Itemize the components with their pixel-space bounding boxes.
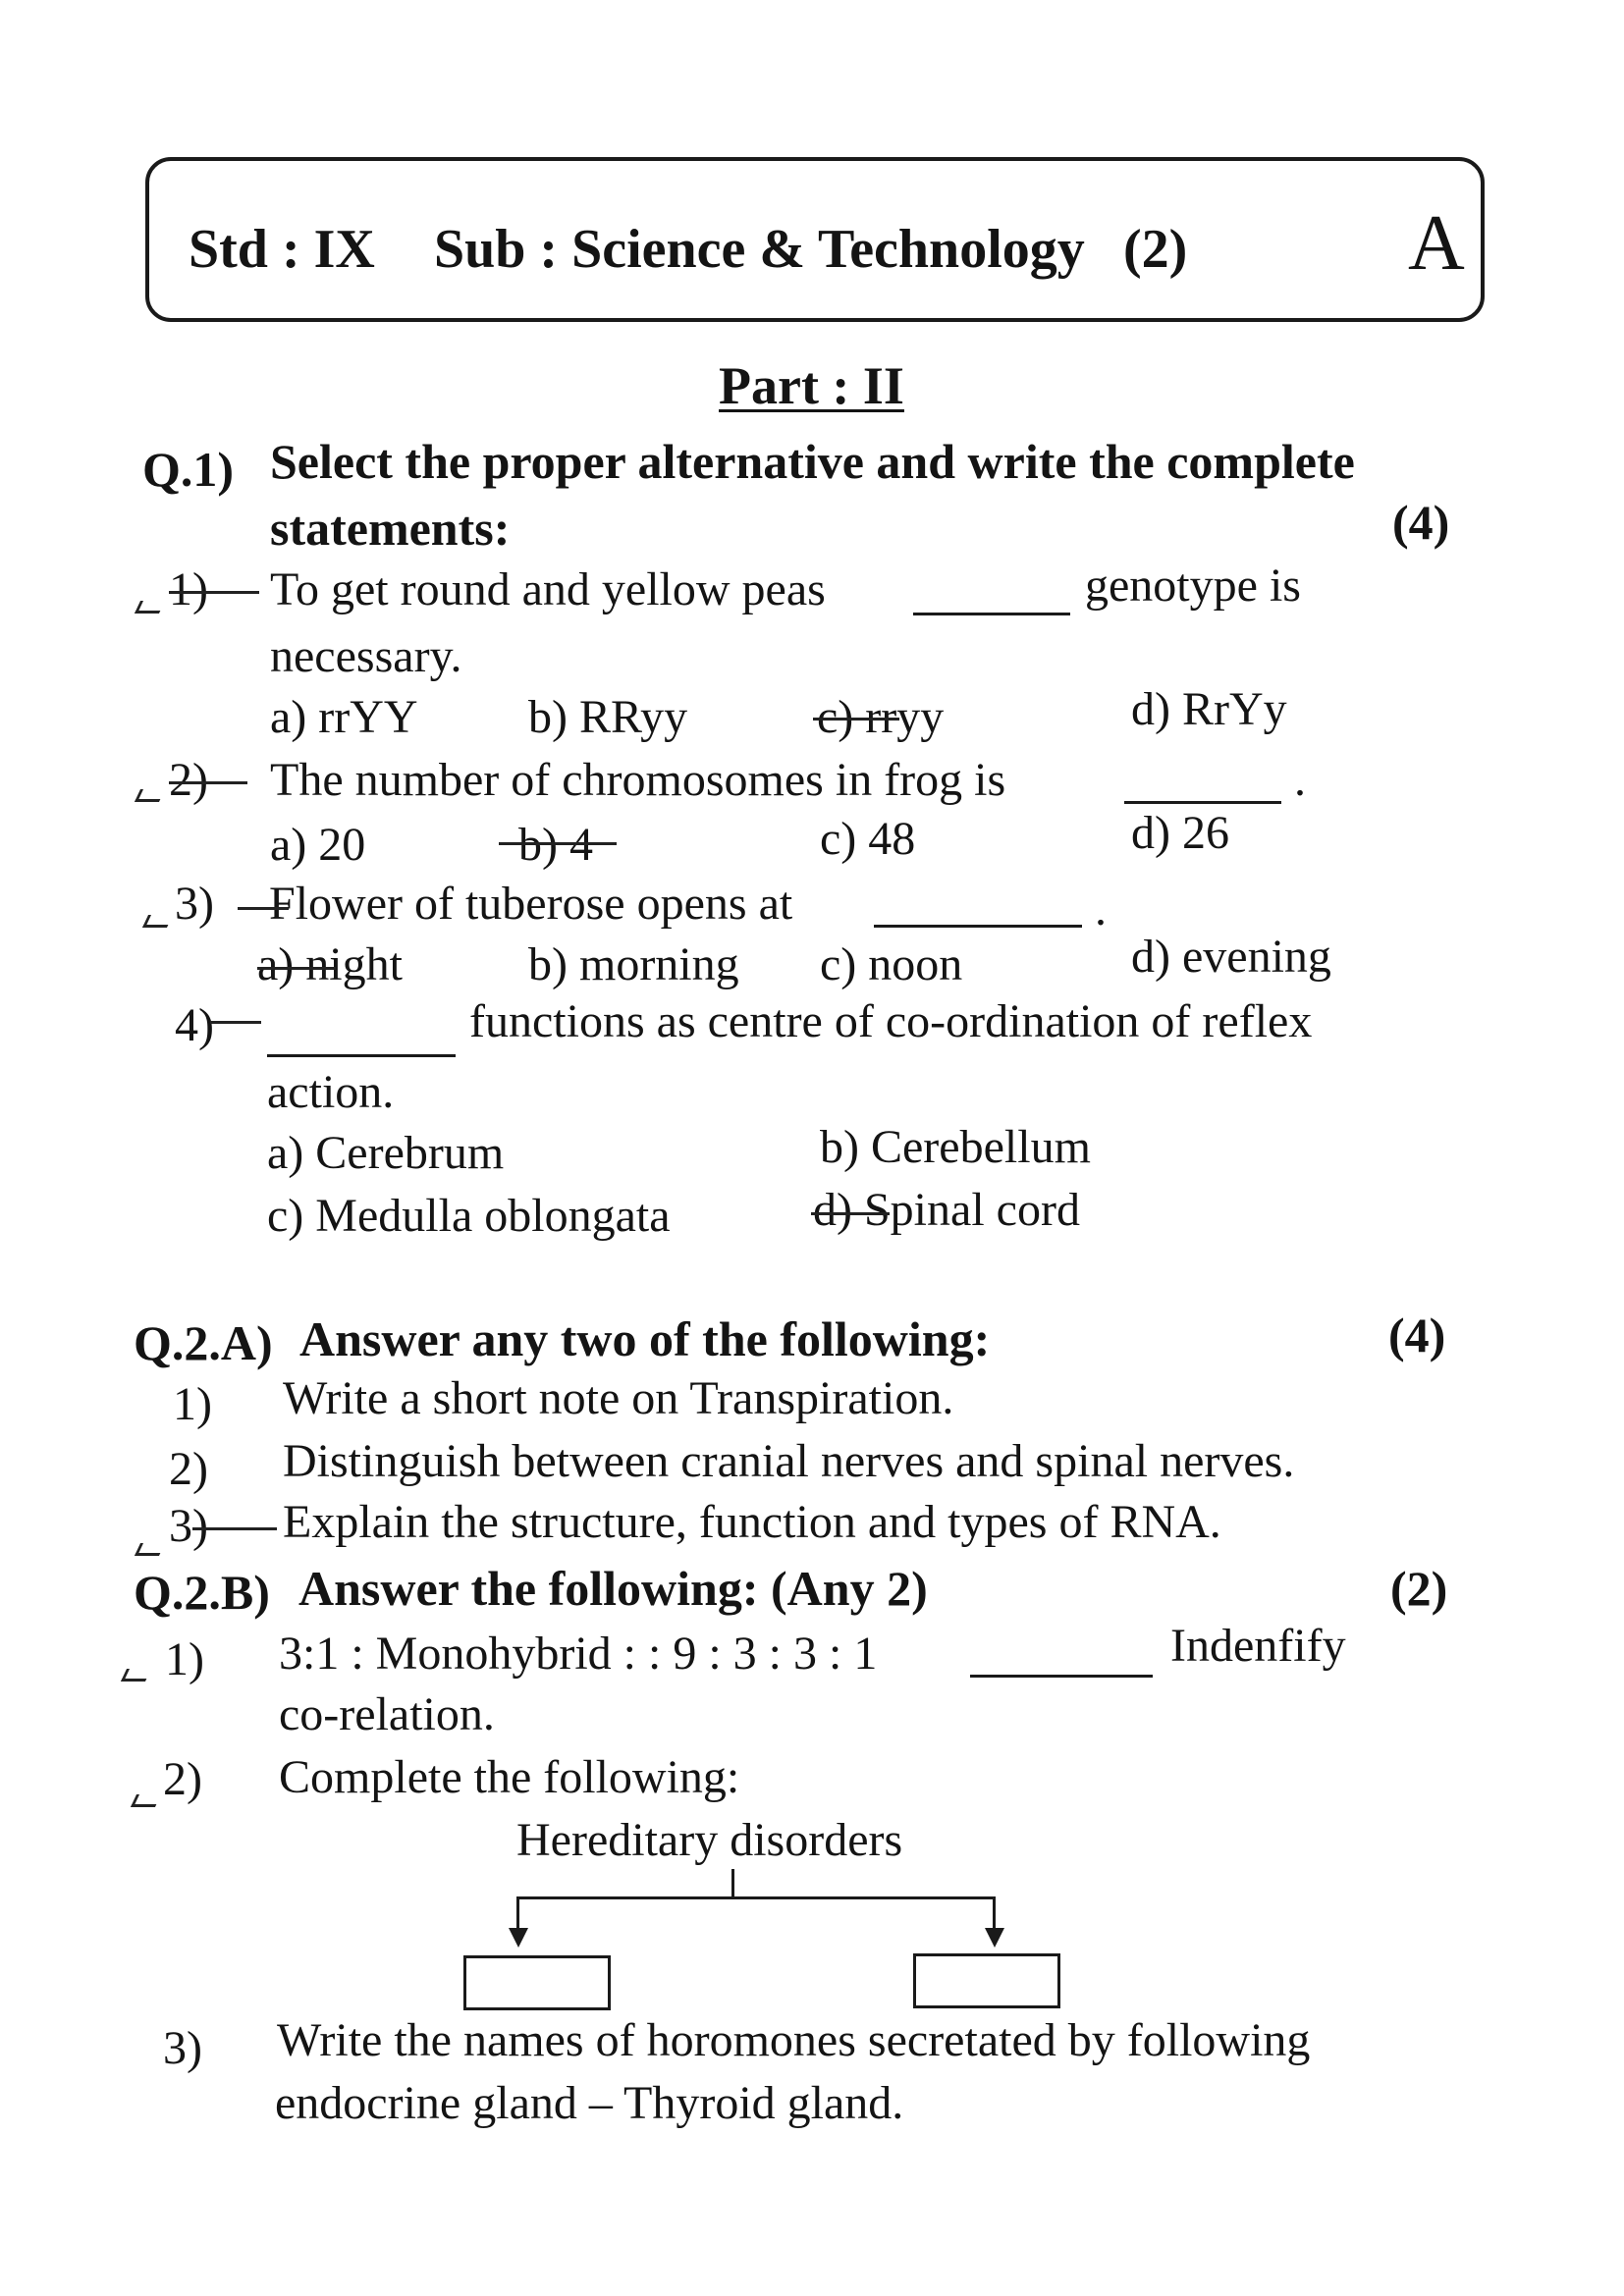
fill-in-blank — [970, 1675, 1153, 1678]
q1-item-text-line2: necessary. — [270, 630, 462, 682]
q1-item-number: 1) — [169, 563, 208, 615]
q1-instruction-line2: statements: — [270, 501, 511, 556]
q1-item-text: To get round and yellow peas — [270, 563, 826, 615]
fill-in-blank — [1124, 801, 1281, 804]
option-b: b) morning — [528, 938, 739, 990]
diagram-left-drop — [516, 1896, 519, 1932]
q1-item-text: Flower of tuberose opens at — [269, 878, 793, 930]
q1-item-text-after: genotype is — [1085, 560, 1301, 612]
pen-tick-mark — [135, 601, 165, 614]
pen-strike-mark — [192, 1527, 277, 1530]
diagram-title: Hereditary disorders — [516, 1814, 903, 1866]
set-letter: A — [1408, 200, 1465, 287]
option-a: a) 20 — [270, 819, 366, 871]
answer-box-right[interactable] — [913, 1953, 1060, 2008]
q1-marks: (4) — [1392, 495, 1450, 550]
q1-item-text-after: . — [1294, 754, 1306, 806]
subject-label: Sub : Science & Technology — [434, 219, 1085, 280]
pen-strike-mark — [813, 718, 899, 721]
q2b-item-text: Complete the following: — [279, 1751, 740, 1803]
q2b-item-text: 3:1 : Monohybrid : : 9 : 3 : 3 : 1 — [279, 1628, 878, 1680]
q2b-item-text-after: Indenfify — [1170, 1620, 1346, 1672]
q1-item-number: 2) — [169, 754, 208, 806]
q2a-instruction: Answer any two of the following: — [299, 1311, 991, 1366]
q2a-item-text: Distinguish between cranial nerves and spinal nerves. — [283, 1435, 1295, 1487]
diagram-branch-line — [516, 1896, 996, 1899]
q1-number: Q.1) — [142, 442, 235, 497]
q2b-item-number: 2) — [163, 1753, 202, 1805]
pen-strike-mark — [499, 842, 617, 845]
q1-item-number: 3) — [175, 878, 214, 930]
pen-tick-mark — [142, 915, 173, 928]
pen-strike-mark — [210, 1021, 261, 1024]
option-d: d) evening — [1131, 931, 1331, 983]
q2b-number: Q.2.B) — [134, 1565, 270, 1620]
pen-tick-mark — [121, 1669, 151, 1682]
answer-box-left[interactable] — [463, 1955, 611, 2010]
pen-strike-mark — [169, 591, 259, 594]
header-box — [145, 157, 1485, 322]
q2b-instruction: Answer the following: (Any 2) — [298, 1561, 928, 1616]
pen-tick-mark — [135, 789, 165, 802]
q2a-item-text: Explain the structure, function and types of RNA. — [283, 1496, 1221, 1548]
fill-in-blank — [874, 925, 1082, 928]
q2a-marks: (4) — [1388, 1308, 1446, 1362]
option-a: a) rrYY — [270, 691, 418, 743]
part-title: Part : II — [719, 356, 904, 415]
option-b: b) 4 — [518, 819, 593, 871]
q2b-item-text-line2: co-relation. — [279, 1688, 495, 1740]
q1-item-text-after: functions as centre of co-ordination of reflex — [469, 995, 1313, 1047]
q2a-item-number: 1) — [173, 1378, 212, 1430]
q2a-number: Q.2.A) — [134, 1315, 273, 1370]
arrow-down-icon — [509, 1928, 528, 1948]
std-label: Std : IX — [189, 219, 375, 280]
q1-item-text-line2: action. — [267, 1066, 395, 1118]
option-c: c) rryy — [817, 691, 945, 743]
q2b-marks: (2) — [1390, 1561, 1448, 1616]
option-a: a) night — [257, 938, 403, 990]
pen-strike-mark — [811, 1212, 890, 1215]
q2a-item-text: Write a short note on Transpiration. — [283, 1372, 954, 1424]
q1-instruction-line1: Select the proper alternative and write the complete — [270, 434, 1355, 489]
paper-number: (2) — [1123, 219, 1188, 280]
pen-strike-mark — [238, 907, 289, 910]
q2b-item-text-line2: endocrine gland – Thyroid gland. — [275, 2077, 904, 2129]
fill-in-blank — [267, 1054, 456, 1057]
arrow-down-icon — [985, 1928, 1004, 1948]
option-b: b) RRyy — [528, 691, 688, 743]
q2a-item-number: 2) — [169, 1443, 208, 1495]
diagram-stem-line — [731, 1869, 734, 1898]
option-c: c) 48 — [820, 813, 916, 865]
fill-in-blank — [913, 613, 1070, 615]
pen-tick-mark — [131, 1794, 161, 1807]
option-b: b) Cerebellum — [820, 1121, 1091, 1173]
pen-strike-mark — [169, 781, 247, 784]
option-d: d) RrYy — [1131, 683, 1287, 735]
q2b-item-number: 3) — [163, 2022, 202, 2074]
option-d: d) 26 — [1131, 807, 1229, 859]
q2b-item-number: 1) — [165, 1633, 204, 1685]
option-a: a) Cerebrum — [267, 1127, 505, 1179]
option-d: d) Spinal cord — [813, 1184, 1080, 1236]
pen-strike-mark — [257, 967, 336, 970]
q1-item-number: 4) — [175, 999, 214, 1051]
option-c: c) Medulla oblongata — [267, 1190, 671, 1242]
option-c: c) noon — [820, 938, 963, 990]
q1-item-text-after: . — [1095, 883, 1107, 935]
q1-item-text: The number of chromosomes in frog is — [270, 754, 1006, 806]
q2b-item-text-line1: Write the names of horomones secretated by following — [277, 2014, 1311, 2066]
q2a-item-number: 3) — [169, 1500, 208, 1552]
diagram-right-drop — [993, 1896, 996, 1932]
pen-tick-mark — [135, 1543, 165, 1556]
